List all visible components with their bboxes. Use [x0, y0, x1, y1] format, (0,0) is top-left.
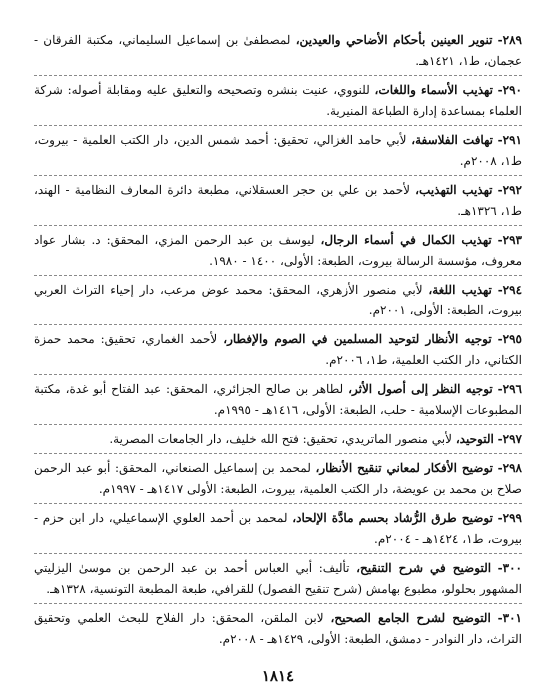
bibliography-entry: [34, 329, 522, 375]
bibliography-entry: [34, 558, 522, 604]
bibliography-entry: [34, 80, 522, 126]
entry-details: لمحمد بن أحمد العلوي الإسماعيلي، دار ابن حزم - بيروت، ط١، ١٤٢٤هـ - ٢٠٠٤م.: [34, 511, 522, 547]
entry-title: تهافت الفلاسفة،: [411, 132, 493, 147]
entry-number: ٣٠٠-: [497, 561, 522, 576]
entry-title: التوحيد،: [455, 432, 494, 447]
entry-number: ٢٨٩-: [497, 33, 522, 47]
bibliography-entry: [34, 608, 522, 653]
entry-number: ٢٩٩-: [497, 511, 522, 526]
entry-title: تهذيب اللغة،: [428, 282, 492, 297]
page-number: ١٨١٤: [261, 667, 295, 685]
entry-title: التوضيح في شرح التنقيح،: [356, 561, 492, 576]
bibliography-entry: [34, 458, 522, 504]
entry-number: ٣٠١-: [497, 610, 522, 625]
entry-title: تهذيب الكمال في أسماء الرجال،: [320, 232, 492, 247]
entry-title: توضيح طرق الرُّشاد بحسم مادَّة الإلحاد،: [292, 511, 493, 526]
entry-number: ٢٩٢-: [497, 182, 522, 197]
entry-number: ٢٩١-: [497, 132, 522, 147]
entry-details: لأبي منصور الأزهري، المحقق: محمد عوض مرعب، دار إحياء التراث العربي بيروت، الطبعة: الأولى، ٢٠٠١م.: [34, 282, 522, 318]
bibliography-entry: [34, 379, 522, 425]
entry-details: لمصطفىٰ بن إسماعيل السليماني، مكتبة الفرقان - عجمان، ط١، ١٤٢١هـ.: [34, 33, 522, 68]
entry-title: تهذيب الأسماء واللغات،: [374, 82, 493, 97]
entry-details: لأبي حامد الغزالي، تحقيق: أحمد شمس الدين، دار الكتب العلمية - بيروت، ط١، ٢٠٠٨م.: [34, 132, 522, 168]
entry-number: ٢٩٥-: [497, 332, 522, 347]
entry-details: لطاهر بن صالح الجزائري، المحقق: عبد الفتاح أبو غدة، مكتبة المطبوعات الإسلامية - حلب، الطبعة: الأولى، ١٤١٦هـ - ١٩٩٥م.: [34, 382, 522, 418]
entry-details: للنووي، عنيت بنشره وتصحيحه والتعليق عليه ومقابلة أصوله: شركة العلماء بمساعدة إدارة الطباعة المنيرية.: [34, 82, 522, 118]
entry-number: ٢٩٤-: [497, 282, 523, 297]
entry-details: لأحمد الغماري، تحقيق: محمد حمزة الكتاني، دار الكتب العلمية، ط١، ٢٠٠٦م.: [34, 332, 522, 368]
bibliography-list: [34, 30, 522, 653]
entry-details: تأليف: أبي العباس أحمد بن عبد الرحمن بن موسىٰ اليزليتي المشهور بحلولو، مطبوع بهامش (شرح تنقيح الفصول) للقرافي، طبعة المطبعة التونسية، ١٣٢٨هـ.: [34, 561, 522, 596]
entry-title: توجيه النظر إلى أصول الأثر،: [348, 382, 493, 397]
entry-number: ٢٩٧-: [497, 432, 522, 447]
bibliography-entry: [34, 508, 522, 554]
bibliography-entry: [34, 280, 522, 326]
bibliography-entry: [34, 30, 522, 76]
entry-number: ٢٩٣-: [497, 232, 522, 247]
entry-title: التوضيح لشرح الجامع الصحيح،: [330, 610, 491, 625]
bibliography-entry: [34, 429, 522, 454]
entry-details: لمحمد بن إسماعيل الصنعاني، المحقق: أبو عبد الرحمن صلاح بن محمد بن عويضة، دار الكتب العلمية، بيروت، الطبعة: الأولى ١٤١٧هـ - ١٩٩٧م.: [34, 461, 522, 497]
entry-title: توجيه الأنظار لتوحيد المسلمين في الصوم والإفطار،: [223, 332, 492, 347]
entry-details: لابن الملقن، المحقق: دار الفلاح للبحث العلمي وتحقيق التراث، دار النوادر - دمشق، الطبعة: الأولى، ١٤٢٩هـ - ٢٠٠٨م.: [34, 610, 522, 646]
entry-number: ٢٩٠-: [497, 82, 522, 97]
entry-details: لأحمد بن علي بن حجر العسقلاني، مطبعة دائرة المعارف النظامية - الهند، ط١، ١٣٢٦هـ.: [34, 182, 522, 218]
entry-details: لأبي منصور الماتريدي، تحقيق: فتح الله خليف، دار الجامعات المصرية.: [109, 432, 456, 447]
entry-number: ٢٩٨-: [497, 461, 522, 476]
entry-title: تهذيب التهذيب،: [415, 182, 493, 197]
bibliography-entry: [34, 230, 522, 276]
bibliography-entry: [34, 130, 522, 176]
bibliography-entry: [34, 180, 522, 226]
entry-title: تنوير العينين بأحكام الأضاحي والعيدين،: [295, 33, 493, 47]
entry-details: ليوسف بن عبد الرحمن المزي، المحقق: د. بشار عواد معروف، مؤسسة الرسالة بيروت، الطبعة: الأولى، ١٤٠٠ - ١٩٨٠.: [34, 232, 522, 268]
entry-title: توضيح الأفكار لمعاني تنقيح الأنظار،: [315, 461, 494, 476]
entry-number: ٢٩٦-: [497, 382, 522, 397]
